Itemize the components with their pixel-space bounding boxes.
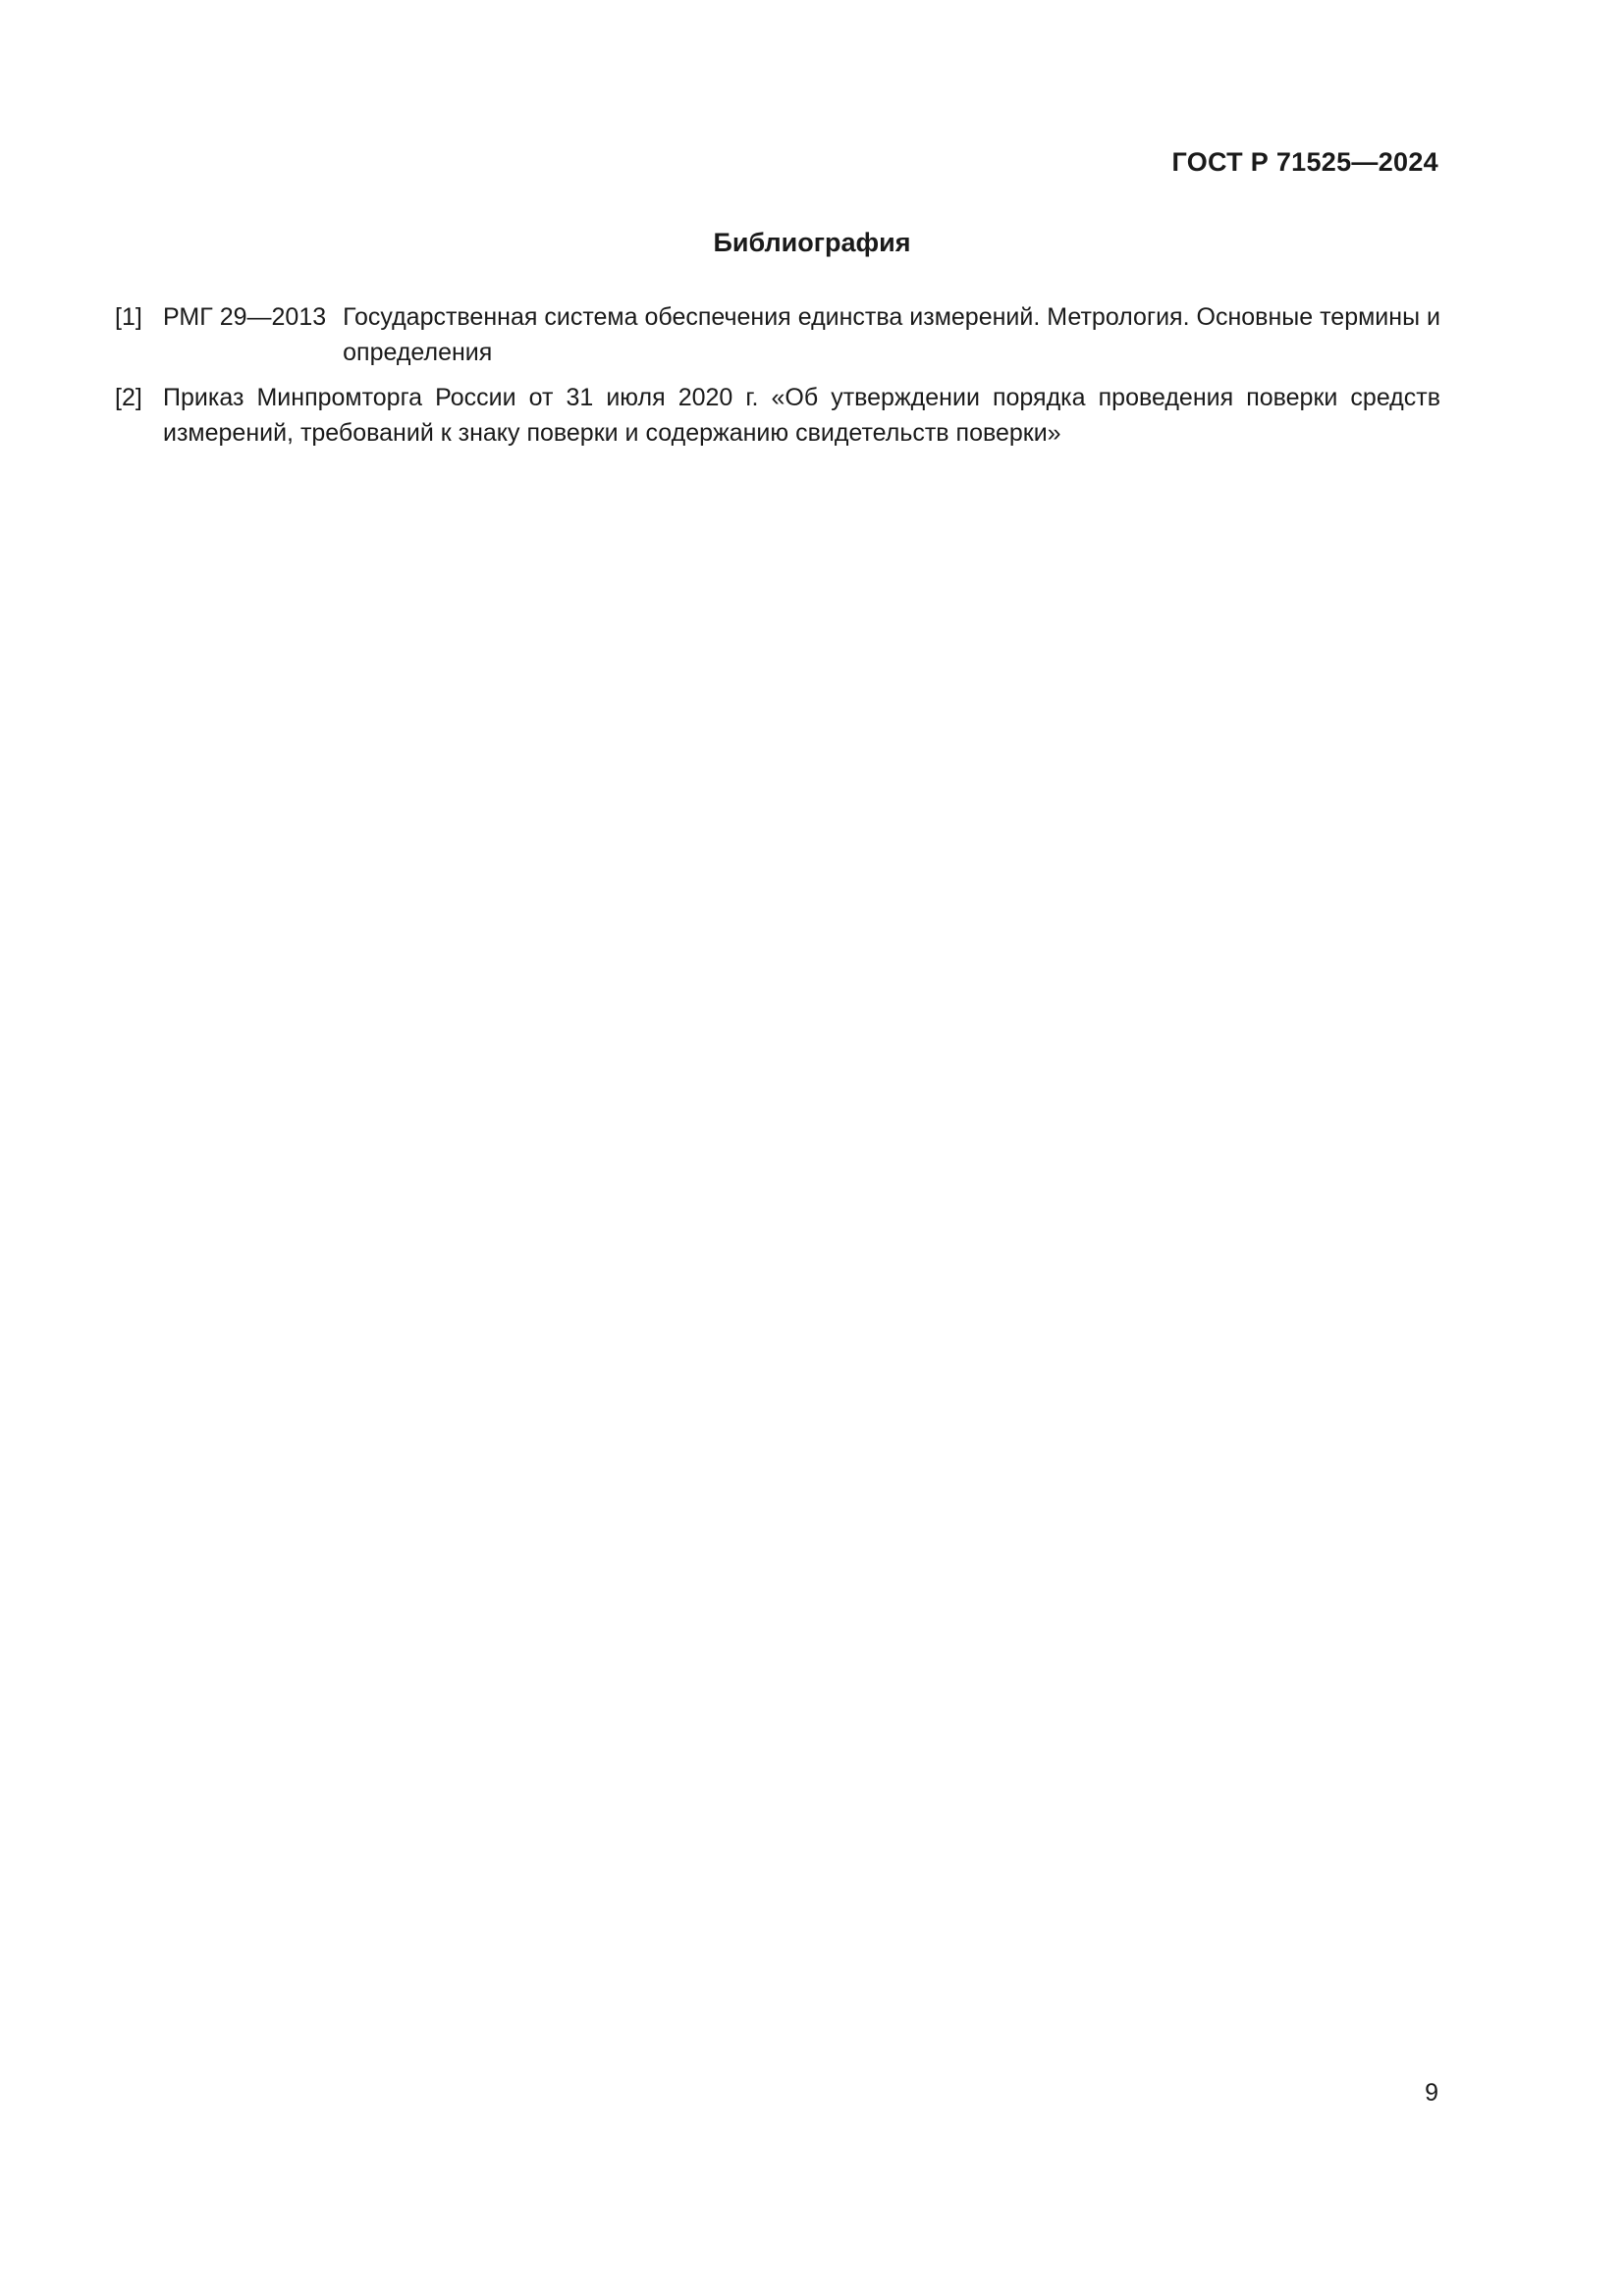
bibliography-entry [115,299,1440,370]
bibliography-entry-number: [2] [115,384,142,411]
bibliography-entry-text: Приказ Минпромторга России от 31 июля 2020 г. «Об утверждении порядка проведения поверки средств измерений, требований к знаку поверки и содержанию свидетельств поверки» [163,384,1440,447]
bibliography-entry-body [163,299,1440,370]
document-code: ГОСТ Р 71525—2024 [1171,147,1438,177]
bibliography-entry-text: Государственная система обеспечения единства измерений. Метрология. Основные термины и определения [343,303,1440,366]
page-number: 9 [1425,2079,1438,2107]
bibliography-entry-number: [1] [115,303,142,331]
section-title: Библиография [713,228,911,257]
bibliography-list [115,299,1440,460]
bibliography-entry-code: РМГ 29—2013 [163,303,327,331]
bibliography-entry [115,380,1440,451]
